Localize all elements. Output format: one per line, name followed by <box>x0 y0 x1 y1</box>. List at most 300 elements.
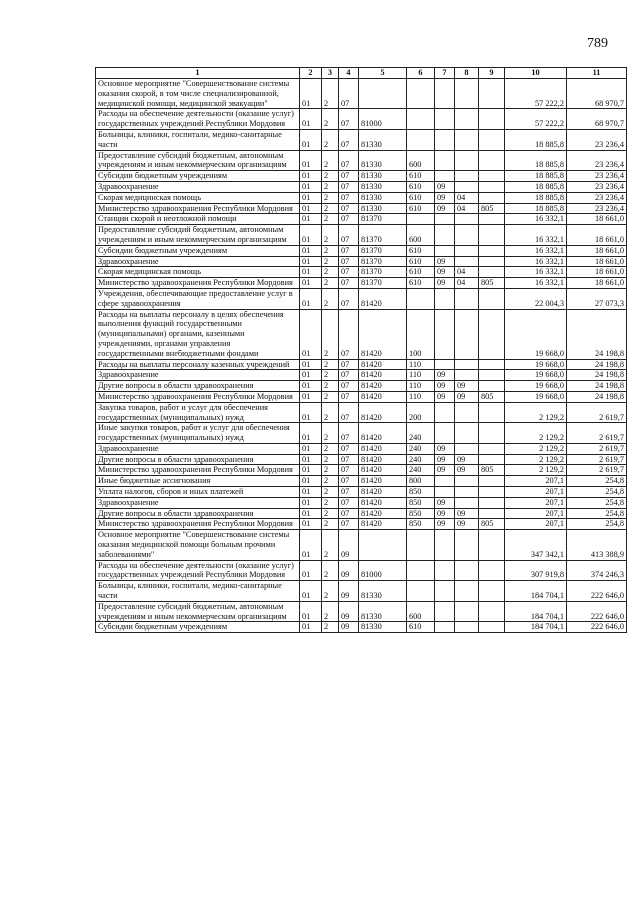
table-row <box>96 171 627 182</box>
cell-code: 01 <box>300 214 322 225</box>
cell-amount: 184 704,1 <box>505 601 567 622</box>
col-header: 9 <box>479 68 505 79</box>
table-row <box>96 109 627 130</box>
cell-code: 07 <box>339 150 359 171</box>
table-row <box>96 443 627 454</box>
cell-code: 81420 <box>359 519 407 530</box>
table-row <box>96 476 627 487</box>
cell-amount: 16 332,1 <box>505 256 567 267</box>
cell-amount: 19 668,0 <box>505 391 567 402</box>
table-row <box>96 150 627 171</box>
cell-code: 07 <box>339 109 359 130</box>
cell-code: 04 <box>455 192 479 203</box>
cell-code <box>435 359 455 370</box>
cell-code: 2 <box>322 443 339 454</box>
item-name: Расходы на обеспечение деятельности (оказание услуг) государственных учреждений Республики Мордовия <box>96 560 300 581</box>
col-header: 2 <box>300 68 322 79</box>
item-name: Уплата налогов, сборов и иных платежей <box>96 487 300 498</box>
cell-code: 01 <box>300 225 322 246</box>
cell-code <box>479 487 505 498</box>
cell-code: 2 <box>322 203 339 214</box>
cell-code: 2 <box>322 256 339 267</box>
cell-code: 09 <box>435 381 455 392</box>
cell-code: 81330 <box>359 181 407 192</box>
cell-amount: 24 198,8 <box>567 381 627 392</box>
table-row <box>96 203 627 214</box>
cell-code: 09 <box>339 581 359 602</box>
cell-code: 01 <box>300 454 322 465</box>
cell-code <box>407 288 435 309</box>
cell-code: 01 <box>300 391 322 402</box>
cell-code <box>455 171 479 182</box>
cell-code <box>479 245 505 256</box>
table-row <box>96 267 627 278</box>
cell-amount: 254,8 <box>567 497 627 508</box>
cell-code: 610 <box>407 267 435 278</box>
cell-amount: 19 668,0 <box>505 359 567 370</box>
item-name: Иные закупки товаров, работ и услуг для обеспечения государственных (муниципальных) нужд <box>96 423 300 444</box>
cell-code: 81420 <box>359 487 407 498</box>
cell-code <box>479 181 505 192</box>
cell-code: 2 <box>322 245 339 256</box>
cell-code: 81000 <box>359 109 407 130</box>
cell-code: 07 <box>339 423 359 444</box>
cell-code <box>455 560 479 581</box>
cell-code <box>479 530 505 560</box>
cell-code: 01 <box>300 309 322 359</box>
cell-amount: 27 073,3 <box>567 288 627 309</box>
table-row <box>96 256 627 267</box>
cell-amount: 18 885,8 <box>505 129 567 150</box>
cell-code <box>435 309 455 359</box>
cell-code: 81420 <box>359 443 407 454</box>
cell-code <box>479 381 505 392</box>
cell-code: 2 <box>322 465 339 476</box>
cell-code <box>479 454 505 465</box>
cell-code: 81000 <box>359 560 407 581</box>
cell-amount: 24 198,8 <box>567 359 627 370</box>
cell-code <box>455 288 479 309</box>
cell-code: 240 <box>407 465 435 476</box>
cell-code: 2 <box>322 79 339 109</box>
cell-code: 2 <box>322 454 339 465</box>
cell-code <box>479 225 505 246</box>
cell-amount: 2 129,2 <box>505 423 567 444</box>
cell-code: 09 <box>455 465 479 476</box>
table-row <box>96 530 627 560</box>
cell-code: 81330 <box>359 150 407 171</box>
cell-code <box>455 150 479 171</box>
cell-code: 805 <box>479 465 505 476</box>
cell-code: 2 <box>322 150 339 171</box>
cell-amount: 24 198,8 <box>567 370 627 381</box>
cell-code: 81370 <box>359 278 407 289</box>
item-name: Субсидии бюджетным учреждениям <box>96 245 300 256</box>
cell-code: 2 <box>322 391 339 402</box>
cell-code: 07 <box>339 203 359 214</box>
cell-amount: 2 129,2 <box>505 465 567 476</box>
cell-code: 2 <box>322 370 339 381</box>
cell-code <box>479 109 505 130</box>
cell-code <box>479 476 505 487</box>
cell-code: 01 <box>300 192 322 203</box>
cell-code <box>359 530 407 560</box>
cell-code: 2 <box>322 581 339 602</box>
table-row <box>96 214 627 225</box>
cell-code: 81370 <box>359 267 407 278</box>
cell-code: 2 <box>322 601 339 622</box>
cell-code: 610 <box>407 181 435 192</box>
cell-code <box>455 256 479 267</box>
cell-code: 110 <box>407 391 435 402</box>
table-row <box>96 423 627 444</box>
table-row <box>96 465 627 476</box>
table-row <box>96 181 627 192</box>
cell-code: 01 <box>300 203 322 214</box>
cell-code: 81330 <box>359 192 407 203</box>
cell-code <box>455 476 479 487</box>
cell-amount: 254,8 <box>567 476 627 487</box>
cell-code: 07 <box>339 508 359 519</box>
table-row <box>96 79 627 109</box>
cell-code: 09 <box>435 465 455 476</box>
cell-code <box>455 530 479 560</box>
cell-code: 09 <box>455 391 479 402</box>
cell-code: 100 <box>407 309 435 359</box>
cell-code: 610 <box>407 622 435 633</box>
cell-code <box>435 530 455 560</box>
item-name: Субсидии бюджетным учреждениям <box>96 622 300 633</box>
table-row <box>96 381 627 392</box>
cell-code <box>359 79 407 109</box>
cell-code: 07 <box>339 267 359 278</box>
cell-code: 81370 <box>359 245 407 256</box>
cell-code: 07 <box>339 79 359 109</box>
table-row <box>96 309 627 359</box>
cell-amount: 184 704,1 <box>505 622 567 633</box>
cell-code <box>479 150 505 171</box>
budget-table <box>95 67 627 633</box>
cell-code: 01 <box>300 150 322 171</box>
cell-amount: 207,1 <box>505 487 567 498</box>
cell-amount: 347 342,1 <box>505 530 567 560</box>
cell-code <box>455 109 479 130</box>
cell-code: 07 <box>339 129 359 150</box>
cell-code: 610 <box>407 192 435 203</box>
cell-code <box>479 370 505 381</box>
cell-code: 01 <box>300 381 322 392</box>
cell-code <box>455 359 479 370</box>
cell-code: 81330 <box>359 622 407 633</box>
cell-code <box>435 150 455 171</box>
item-name: Основное мероприятие "Совершенствование системы оказания скорой, в том числе специализированной, медицинской помощи, медицинской эвакуации" <box>96 79 300 109</box>
item-name: Здравоохранение <box>96 256 300 267</box>
item-name: Министерство здравоохранения Республики Мордовия <box>96 278 300 289</box>
cell-code: 81420 <box>359 465 407 476</box>
cell-code: 2 <box>322 508 339 519</box>
cell-code: 110 <box>407 370 435 381</box>
cell-code <box>479 267 505 278</box>
cell-code: 07 <box>339 370 359 381</box>
table-row <box>96 225 627 246</box>
cell-code <box>479 601 505 622</box>
cell-code: 07 <box>339 497 359 508</box>
cell-code: 09 <box>455 454 479 465</box>
cell-code: 81420 <box>359 391 407 402</box>
cell-code <box>479 443 505 454</box>
cell-code: 81370 <box>359 225 407 246</box>
cell-amount: 2 619,7 <box>567 423 627 444</box>
cell-code: 805 <box>479 278 505 289</box>
cell-code: 240 <box>407 423 435 444</box>
cell-code: 01 <box>300 402 322 423</box>
cell-code <box>455 601 479 622</box>
cell-code: 610 <box>407 171 435 182</box>
cell-code: 01 <box>300 245 322 256</box>
cell-code: 81420 <box>359 497 407 508</box>
cell-code: 2 <box>322 288 339 309</box>
col-header: 4 <box>339 68 359 79</box>
table-body <box>96 79 627 633</box>
cell-code <box>435 622 455 633</box>
table-row <box>96 402 627 423</box>
cell-code <box>455 402 479 423</box>
cell-code: 01 <box>300 508 322 519</box>
cell-amount: 16 332,1 <box>505 214 567 225</box>
table-row <box>96 508 627 519</box>
cell-code: 01 <box>300 601 322 622</box>
cell-amount: 207,1 <box>505 497 567 508</box>
cell-code: 01 <box>300 560 322 581</box>
cell-code <box>479 256 505 267</box>
cell-code <box>407 560 435 581</box>
cell-code: 09 <box>339 530 359 560</box>
item-name: Другие вопросы в области здравоохранения <box>96 454 300 465</box>
cell-code: 2 <box>322 381 339 392</box>
cell-code: 805 <box>479 203 505 214</box>
cell-code <box>455 129 479 150</box>
cell-code <box>435 79 455 109</box>
table-row <box>96 581 627 602</box>
cell-code: 610 <box>407 245 435 256</box>
cell-code <box>407 581 435 602</box>
cell-code: 81420 <box>359 476 407 487</box>
cell-code <box>435 476 455 487</box>
cell-amount: 18 661,0 <box>567 256 627 267</box>
table-row <box>96 519 627 530</box>
cell-amount: 16 332,1 <box>505 267 567 278</box>
table-row <box>96 391 627 402</box>
cell-code: 09 <box>435 203 455 214</box>
cell-code <box>479 560 505 581</box>
cell-code <box>455 309 479 359</box>
cell-code: 610 <box>407 278 435 289</box>
cell-code: 07 <box>339 278 359 289</box>
cell-code: 110 <box>407 381 435 392</box>
cell-code <box>455 245 479 256</box>
table-row <box>96 601 627 622</box>
cell-code <box>455 214 479 225</box>
cell-code: 07 <box>339 214 359 225</box>
cell-code <box>455 497 479 508</box>
cell-code <box>435 487 455 498</box>
cell-code: 850 <box>407 508 435 519</box>
item-name: Предоставление субсидий бюджетным, автономным учреждениям и иным некоммерческим организациям <box>96 601 300 622</box>
cell-code <box>407 214 435 225</box>
cell-code: 2 <box>322 267 339 278</box>
cell-code <box>435 581 455 602</box>
cell-code <box>435 225 455 246</box>
cell-code: 01 <box>300 487 322 498</box>
cell-code <box>455 443 479 454</box>
item-name: Министерство здравоохранения Республики Мордовия <box>96 519 300 530</box>
cell-amount: 374 246,3 <box>567 560 627 581</box>
item-name: Скорая медицинская помощь <box>96 192 300 203</box>
cell-code: 2 <box>322 402 339 423</box>
cell-amount: 254,8 <box>567 487 627 498</box>
cell-code <box>407 530 435 560</box>
item-name: Расходы на выплаты персоналу в целях обеспечения выполнения функций государственными (муниципальными) органами, казенными учреждениями, органами управления государственными внебюджетными фондами <box>96 309 300 359</box>
item-name: Здравоохранение <box>96 370 300 381</box>
table-row <box>96 622 627 633</box>
header-row <box>96 68 627 79</box>
cell-code: 07 <box>339 181 359 192</box>
col-header: 11 <box>567 68 627 79</box>
item-name: Здравоохранение <box>96 497 300 508</box>
cell-code: 81420 <box>359 508 407 519</box>
cell-code: 81420 <box>359 370 407 381</box>
cell-amount: 18 661,0 <box>567 267 627 278</box>
cell-code <box>479 402 505 423</box>
cell-code: 01 <box>300 288 322 309</box>
cell-code <box>435 288 455 309</box>
cell-code <box>455 225 479 246</box>
cell-code: 04 <box>455 267 479 278</box>
cell-code: 09 <box>339 560 359 581</box>
cell-amount: 18 661,0 <box>567 245 627 256</box>
cell-code: 07 <box>339 245 359 256</box>
cell-code: 07 <box>339 381 359 392</box>
cell-code: 01 <box>300 476 322 487</box>
cell-amount: 18 885,8 <box>505 150 567 171</box>
table-row <box>96 192 627 203</box>
cell-code <box>435 560 455 581</box>
cell-code <box>479 622 505 633</box>
cell-amount: 307 919,8 <box>505 560 567 581</box>
cell-code <box>479 79 505 109</box>
cell-code: 2 <box>322 359 339 370</box>
cell-code: 2 <box>322 225 339 246</box>
cell-code <box>455 79 479 109</box>
cell-amount: 24 198,8 <box>567 309 627 359</box>
table-row <box>96 245 627 256</box>
cell-code <box>479 288 505 309</box>
cell-code: 2 <box>322 622 339 633</box>
cell-amount: 2 129,2 <box>505 402 567 423</box>
cell-amount: 24 198,8 <box>567 391 627 402</box>
cell-code: 09 <box>435 370 455 381</box>
cell-code: 2 <box>322 129 339 150</box>
table-row <box>96 359 627 370</box>
cell-code: 600 <box>407 601 435 622</box>
cell-amount: 22 004,3 <box>505 288 567 309</box>
cell-code <box>435 129 455 150</box>
cell-amount: 18 885,8 <box>505 192 567 203</box>
item-name: Учреждения, обеспечивающие предоставление услуг в сфере здравоохранения <box>96 288 300 309</box>
cell-code: 81420 <box>359 359 407 370</box>
item-name: Иные бюджетные ассигнования <box>96 476 300 487</box>
cell-code: 09 <box>435 278 455 289</box>
cell-amount: 2 129,2 <box>505 454 567 465</box>
table-row <box>96 560 627 581</box>
cell-code <box>407 79 435 109</box>
cell-code <box>435 423 455 444</box>
cell-amount: 57 222,2 <box>505 79 567 109</box>
cell-code <box>479 192 505 203</box>
cell-code: 07 <box>339 256 359 267</box>
cell-code: 01 <box>300 465 322 476</box>
cell-code: 850 <box>407 519 435 530</box>
cell-amount: 254,8 <box>567 519 627 530</box>
cell-code <box>407 129 435 150</box>
cell-code: 01 <box>300 256 322 267</box>
cell-code: 805 <box>479 519 505 530</box>
cell-code: 07 <box>339 171 359 182</box>
cell-code: 81330 <box>359 581 407 602</box>
cell-amount: 2 619,7 <box>567 402 627 423</box>
cell-amount: 57 222,2 <box>505 109 567 130</box>
cell-amount: 18 661,0 <box>567 225 627 246</box>
item-name: Расходы на обеспечение деятельности (оказание услуг) государственных учреждений Республики Мордовия <box>96 109 300 130</box>
cell-code: 07 <box>339 519 359 530</box>
cell-code <box>455 622 479 633</box>
cell-code: 81330 <box>359 171 407 182</box>
item-name: Здравоохранение <box>96 443 300 454</box>
cell-code: 81370 <box>359 256 407 267</box>
cell-code: 2 <box>322 487 339 498</box>
table-row <box>96 454 627 465</box>
cell-code: 09 <box>435 443 455 454</box>
cell-code <box>407 109 435 130</box>
cell-amount: 2 619,7 <box>567 454 627 465</box>
cell-code <box>435 214 455 225</box>
cell-amount: 68 970,7 <box>567 109 627 130</box>
cell-code <box>479 423 505 444</box>
cell-amount: 254,8 <box>567 508 627 519</box>
item-name: Министерство здравоохранения Республики Мордовия <box>96 203 300 214</box>
cell-code: 09 <box>435 508 455 519</box>
cell-code <box>479 508 505 519</box>
cell-code: 01 <box>300 370 322 381</box>
cell-amount: 184 704,1 <box>505 581 567 602</box>
cell-code: 01 <box>300 129 322 150</box>
cell-code: 07 <box>339 454 359 465</box>
item-name: Основное мероприятие "Совершенствование системы оказания медицинской помощи больным прочими заболеваниями" <box>96 530 300 560</box>
cell-code <box>435 171 455 182</box>
cell-code: 2 <box>322 519 339 530</box>
cell-amount: 19 668,0 <box>505 309 567 359</box>
cell-code <box>455 581 479 602</box>
cell-amount: 19 668,0 <box>505 381 567 392</box>
cell-code: 2 <box>322 497 339 508</box>
cell-code: 81420 <box>359 423 407 444</box>
col-header: 5 <box>359 68 407 79</box>
cell-amount: 222 646,0 <box>567 622 627 633</box>
cell-code: 2 <box>322 109 339 130</box>
cell-code: 01 <box>300 109 322 130</box>
cell-code: 610 <box>407 256 435 267</box>
cell-code <box>435 601 455 622</box>
